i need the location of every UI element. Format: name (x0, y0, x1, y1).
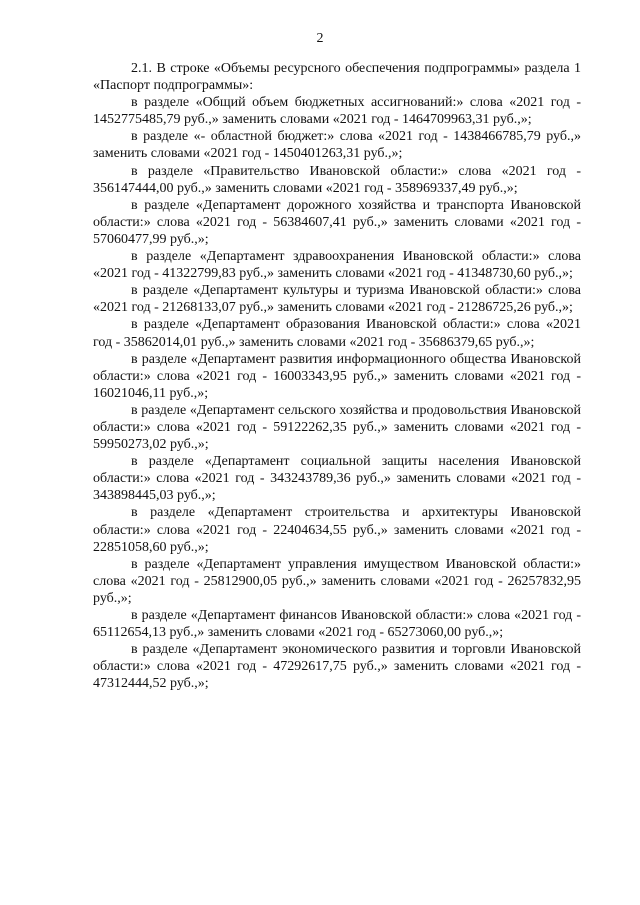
paragraph-economic-development: в разделе «Департамент экономического развития и торговли Ивановской области:» слова «2021 год - 47292617,75 руб.,» заменить словами «2021 год - 47312444,52 руб.,»; (93, 642, 581, 692)
paragraph-healthcare: в разделе «Департамент здравоохранения Ивановской области:» слова «2021 год - 41322799,83 руб.,» заменить словами «2021 год - 41348730,60 руб.,»; (93, 249, 581, 282)
paragraph-government: в разделе «Правительство Ивановской области:» слова «2021 год - 356147444,00 руб.,» заменить словами «2021 год - 358969337,49 руб.,»; (93, 163, 581, 196)
paragraph-property-management: в разделе «Департамент управления имуществом Ивановской области:» слова «2021 год - 25812900,05 руб.,» заменить словами «2021 год - 26257832,95 руб.,»; (93, 556, 581, 606)
paragraph-social-protection: в разделе «Департамент социальной защиты населения Ивановской области:» слова «2021 год - 343243789,36 руб.,» заменить словами «2021 год - 343898445,03 руб.,»; (93, 454, 581, 504)
paragraph-information-society: в разделе «Департамент развития информационного общества Ивановской области:» слова «2021 год - 16003343,95 руб.,» заменить словами «2021 год - 16021046,11 руб.,»; (93, 351, 581, 401)
document-body (93, 60, 581, 692)
paragraph-culture-tourism: в разделе «Департамент культуры и туризма Ивановской области:» слова «2021 год - 21268133,07 руб.,» заменить словами «2021 год - 21286725,26 руб.,»; (93, 283, 581, 316)
paragraph-intro: 2.1. В строке «Объемы ресурсного обеспечения подпрограммы» раздела 1 «Паспорт подпрограммы»: (93, 61, 581, 94)
paragraph-regional-budget: в разделе «- областной бюджет:» слова «2021 год - 1438466785,79 руб.,» заменить словами «2021 год - 1450401263,31 руб.,»; (93, 129, 581, 162)
paragraph-finance: в разделе «Департамент финансов Ивановской области:» слова «2021 год - 65112654,13 руб.,» заменить словами «2021 год - 65273060,00 руб.,»; (93, 608, 581, 641)
paragraph-roads-transport: в разделе «Департамент дорожного хозяйства и транспорта Ивановской области:» слова «2021 год - 56384607,41 руб.,» заменить словами «2021 год - 57060477,99 руб.,»; (93, 197, 581, 247)
paragraph-agriculture: в разделе «Департамент сельского хозяйства и продовольствия Ивановской области:» слова «2021 год - 59122262,35 руб.,» заменить словами «2021 год - 59950273,02 руб.,»; (93, 402, 581, 453)
page-number: 2 (316, 31, 324, 46)
paragraph-total-budget: в разделе «Общий объем бюджетных ассигнований:» слова «2021 год - 1452775485,79 руб.,» заменить словами «2021 год - 1464709963,31 руб.,»; (93, 95, 581, 128)
paragraph-education: в разделе «Департамент образования Ивановской области:» слова «2021 год - 35862014,01 руб.,» заменить словами «2021 год - 35686379,65 руб.,»; (93, 317, 581, 350)
paragraph-construction: в разделе «Департамент строительства и архитектуры Ивановской области:» слова «2021 год - 22404634,55 руб.,» заменить словами «2021 год - 22851058,60 руб.,»; (93, 505, 581, 555)
